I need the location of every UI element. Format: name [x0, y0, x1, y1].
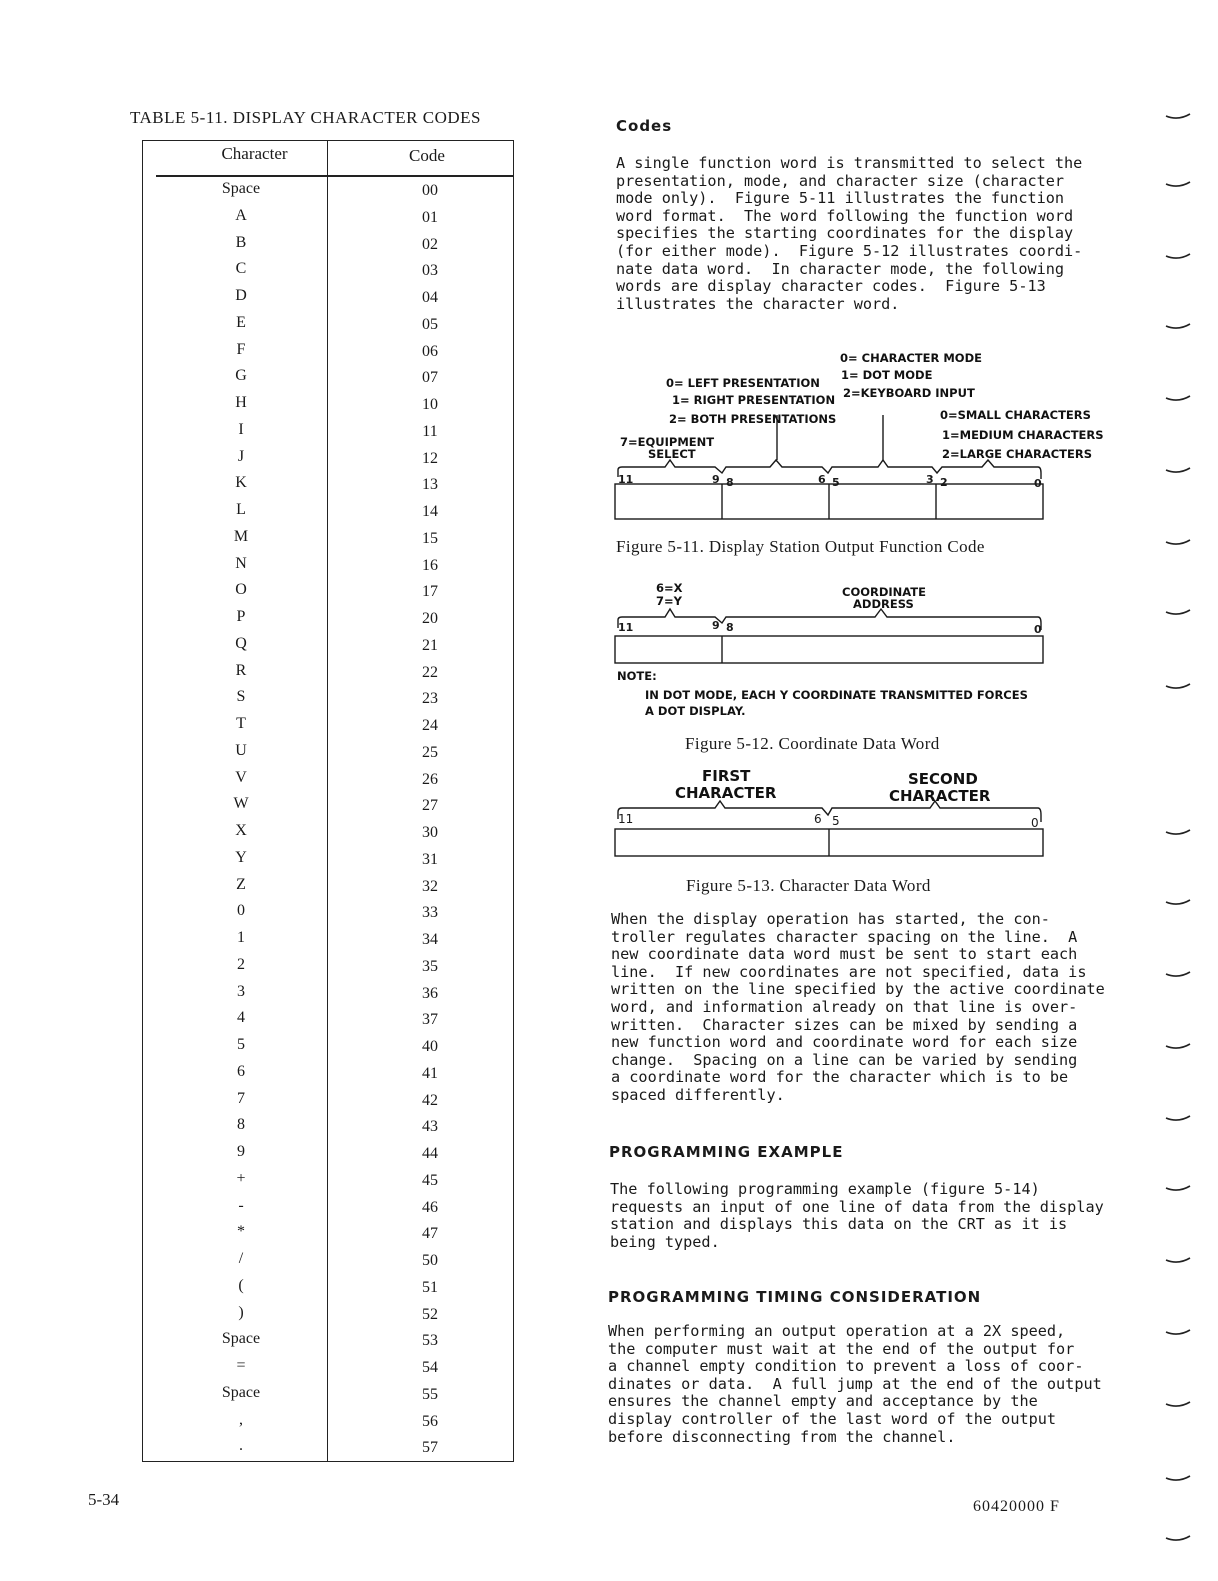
bit-0: 0 [1031, 816, 1039, 830]
second-label-1: CHARACTER [889, 787, 991, 805]
code-cell: 04 [422, 289, 438, 306]
binding-mark [1166, 468, 1190, 472]
binding-mark [1166, 972, 1190, 976]
character-cell: O [235, 581, 247, 599]
binding-mark [1166, 114, 1190, 118]
first-label-1: CHARACTER [675, 784, 777, 802]
character-word-diagram [610, 795, 1060, 865]
note-heading: NOTE: [617, 669, 657, 683]
table-row [156, 578, 514, 605]
bit-9: 9 [712, 619, 720, 632]
binding-mark [1166, 1044, 1190, 1048]
character-cell: X [235, 822, 247, 839]
character-cell: R [235, 661, 247, 679]
code-cell: 14 [422, 503, 438, 520]
size-label-0: 0=SMALL CHARACTERS [940, 408, 1091, 422]
character-cell: 0 [237, 902, 245, 920]
character-cell: Q [235, 634, 247, 652]
first-label-0: FIRST [702, 767, 751, 785]
character-cell: I [238, 420, 244, 438]
table-row [156, 1247, 514, 1274]
code-cell: 56 [422, 1412, 438, 1430]
character-cell: 4 [237, 1009, 245, 1027]
table-title: TABLE 5-11. DISPLAY CHARACTER CODES [130, 108, 481, 127]
code-cell: 42 [422, 1091, 438, 1109]
binding-mark [1166, 610, 1190, 614]
table-row [156, 552, 514, 579]
code-cell: 46 [422, 1198, 438, 1216]
character-cell: ( [238, 1276, 244, 1294]
character-cell: V [235, 768, 247, 786]
character-cell: A [235, 206, 247, 224]
character-cell: . [239, 1437, 243, 1455]
code-cell: 55 [422, 1385, 438, 1403]
table-row [156, 418, 514, 445]
table-row [156, 1408, 514, 1435]
code-cell: 34 [422, 931, 438, 948]
code-cell: 20 [422, 610, 438, 627]
table-row [156, 819, 514, 846]
binding-mark [1166, 1402, 1190, 1406]
code-cell: 37 [422, 1011, 438, 1029]
code-cell: 21 [422, 636, 438, 654]
code-cell: 32 [422, 877, 438, 895]
binding-mark [1166, 324, 1190, 328]
character-cell: 9 [237, 1143, 245, 1160]
code-cell: 45 [422, 1171, 438, 1189]
code-cell: 10 [422, 396, 438, 413]
bit-11: 11 [618, 473, 634, 486]
function-word-diagram [610, 415, 1060, 525]
code-cell: 27 [422, 797, 438, 815]
table-row [156, 204, 514, 231]
figure-5-11-caption: Figure 5-11. Display Station Output Function Code [616, 537, 985, 556]
code-cell: 35 [422, 957, 438, 975]
character-cell: G [235, 367, 247, 385]
mode-label-2: 2=KEYBOARD INPUT [843, 386, 975, 400]
code-cell: 13 [422, 476, 438, 494]
page-number: 5-34 [88, 1490, 120, 1509]
table-row [156, 980, 514, 1007]
table-row [156, 1274, 514, 1301]
table-row [156, 391, 514, 418]
character-cell: J [237, 447, 245, 465]
code-cell: 50 [422, 1252, 438, 1269]
table-row [156, 873, 514, 900]
character-cell: , [239, 1410, 243, 1428]
table-row [156, 605, 514, 632]
bit-5: 5 [832, 476, 840, 489]
table-row [156, 685, 514, 712]
binding-mark [1166, 1476, 1190, 1480]
mode-label-0: 0= CHARACTER MODE [840, 351, 982, 365]
character-cell: 7 [237, 1089, 245, 1107]
character-cell: U [235, 741, 247, 759]
code-cell: 43 [422, 1118, 438, 1136]
bit-0: 0 [1034, 623, 1042, 636]
binding-mark [1166, 254, 1190, 258]
character-cell: T [236, 715, 246, 732]
character-cell: * [237, 1223, 245, 1241]
table-row [156, 953, 514, 980]
equipment-label: 7=EQUIPMENT [620, 435, 715, 449]
character-cell: - [238, 1196, 244, 1214]
binding-mark [1166, 540, 1190, 544]
table-row [156, 1060, 514, 1087]
character-cell: 6 [237, 1062, 245, 1080]
code-cell: 54 [422, 1359, 438, 1376]
bit-8: 8 [726, 621, 734, 634]
bit-11: 11 [618, 812, 634, 826]
code-cell: 15 [422, 529, 438, 547]
column-header-code: Code [409, 146, 445, 165]
table-row [156, 1220, 514, 1247]
address-label-1: ADDRESS [853, 597, 914, 611]
bit-9: 9 [712, 473, 720, 486]
bit-8: 8 [726, 476, 734, 489]
table-row [156, 846, 514, 873]
code-cell: 30 [422, 824, 438, 841]
character-cell: ) [238, 1303, 244, 1321]
code-cell: 41 [422, 1064, 438, 1082]
presentation-label-0: 0= LEFT PRESENTATION [666, 376, 820, 390]
coordinate-word-diagram [610, 600, 1060, 670]
binding-mark [1166, 182, 1190, 186]
character-cell: S [236, 688, 246, 706]
character-cell: B [235, 233, 247, 251]
character-cell: 1 [237, 929, 245, 946]
character-cell: Y [235, 848, 247, 866]
code-cell: 02 [422, 235, 438, 253]
table-row [156, 1194, 514, 1221]
bit-2: 2 [940, 476, 948, 489]
binding-mark [1166, 684, 1190, 688]
character-cell: M [233, 527, 249, 545]
binding-mark [1166, 1116, 1190, 1120]
binding-mark [1166, 1536, 1190, 1540]
table-row [156, 525, 514, 552]
note-line-0: IN DOT MODE, EACH Y COORDINATE TRANSMITTED FORCES [645, 688, 1028, 702]
size-label-2: 2=LARGE CHARACTERS [942, 447, 1093, 461]
table-row [156, 1167, 514, 1194]
binding-mark [1166, 396, 1190, 400]
bit-5: 5 [832, 814, 840, 828]
code-cell: 40 [422, 1038, 438, 1055]
table-row [156, 1434, 514, 1461]
code-cell: 57 [422, 1439, 438, 1457]
character-cell: K [235, 474, 247, 492]
table-row [156, 284, 514, 311]
code-cell: 06 [422, 342, 438, 360]
bit-6: 6 [818, 473, 826, 486]
table-row [156, 712, 514, 739]
character-cell: W [233, 795, 249, 813]
table-row [156, 498, 514, 525]
character-code-table [142, 140, 514, 1462]
code-cell: 52 [422, 1305, 438, 1323]
size-label-1: 1=MEDIUM CHARACTERS [942, 428, 1104, 442]
character-cell: / [238, 1250, 244, 1267]
character-cell: 2 [237, 955, 245, 973]
code-cell: 51 [422, 1278, 438, 1296]
spacing-paragraph: When the display operation has started, the con- troller regulates character spacing on the line. A new coordinate data word must be sent to start each line. If new coordinates are not specified, data is written on the line specified by the active coordinate word, and information already on that line is over- written. Character sizes can be mixed by sending a new function word and coordinate word for each size change. Spacing on a line can be varied by sending a coordinate word for the character which is to be spaced differently. [611, 910, 1105, 1104]
character-cell: + [236, 1169, 246, 1187]
code-cell: 22 [422, 663, 438, 681]
code-cell: 17 [422, 583, 438, 601]
character-cell: F [236, 340, 246, 358]
code-cell: 31 [422, 850, 438, 868]
character-cell: = [236, 1357, 246, 1374]
table-row [156, 445, 514, 472]
table-row [156, 231, 514, 258]
codes-heading: Codes [616, 117, 673, 135]
table-row [156, 257, 514, 284]
table-row [156, 632, 514, 659]
xy-label-x: 6=X [656, 581, 683, 595]
table-row [156, 364, 514, 391]
table-row [156, 1354, 514, 1381]
second-label-0: SECOND [908, 770, 978, 788]
character-cell: N [235, 554, 247, 572]
character-cell: 3 [237, 982, 245, 1000]
table-row [156, 792, 514, 819]
table-row [156, 1140, 514, 1167]
bit-6: 6 [814, 812, 822, 826]
binding-mark [1166, 1186, 1190, 1190]
code-cell: 03 [422, 262, 438, 280]
table-row [156, 766, 514, 793]
presentation-label-1: 1= RIGHT PRESENTATION [672, 393, 836, 407]
presentation-label-2: 2= BOTH PRESENTATIONS [669, 412, 837, 426]
table-row [156, 926, 514, 953]
code-cell: 53 [422, 1332, 438, 1350]
character-cell: Space [221, 1383, 261, 1401]
select-label: SELECT [648, 447, 696, 461]
code-cell: 12 [422, 449, 438, 467]
code-cell: 11 [422, 422, 438, 440]
bit-11: 11 [618, 621, 634, 634]
code-cell: 01 [422, 208, 438, 226]
character-cell: Space [221, 180, 261, 197]
timing-heading: PROGRAMMING TIMING CONSIDERATION [608, 1288, 982, 1306]
code-cell: 24 [422, 717, 438, 734]
code-cell: 16 [422, 556, 438, 574]
note-line-1: A DOT DISPLAY. [645, 704, 746, 718]
codes-paragraph: A single function word is transmitted to select the presentation, mode, and character size (character mode only). Figure 5-11 illustrates the function word format. The word following the function word specifies the starting coordinates for the display (for either mode). Figure 5-12 illustrates coordi- nate data word. In character mode, the following words are display character codes. Figure 5-13 illustrates the character word. [616, 154, 1083, 313]
code-cell: 36 [422, 984, 438, 1002]
code-cell: 26 [422, 770, 438, 788]
character-cell: Z [236, 875, 246, 893]
timing-paragraph: When performing an output operation at a 2X speed, the computer must wait at the end of the output for a channel empty condition to prevent a loss of coor- dinates or data. A full jump at the end of the output ensures the channel empty and acceptance by the display controller of the last word of the output before disconnecting from the channel. [608, 1322, 1102, 1446]
character-cell: H [235, 394, 247, 411]
table-row [156, 659, 514, 686]
binding-mark [1166, 1330, 1190, 1334]
table-row [156, 338, 514, 365]
mode-label-1: 1= DOT MODE [841, 368, 933, 382]
code-cell: 44 [422, 1145, 438, 1162]
table-row [156, 471, 514, 498]
address-label-0: COORDINATE [842, 585, 927, 599]
code-cell: 47 [422, 1225, 438, 1243]
binding-marks [1160, 100, 1200, 1560]
character-cell: C [235, 260, 247, 278]
table-row [156, 1033, 514, 1060]
table-row [156, 1327, 514, 1354]
programming-example-paragraph: The following programming example (figure 5-14) requests an input of one line of data from the display station and displays this data on the CRT as it is being typed. [610, 1180, 1104, 1251]
character-cell: L [236, 501, 246, 518]
table-row [156, 1301, 514, 1328]
table-row [156, 1113, 514, 1140]
table-row [156, 1087, 514, 1114]
character-cell: 5 [237, 1036, 245, 1053]
bit-0: 0 [1034, 477, 1042, 490]
character-cell: E [236, 313, 246, 331]
table-row [156, 1381, 514, 1408]
code-cell: 33 [422, 904, 438, 922]
code-cell: 00 [422, 182, 438, 199]
programming-example-heading: PROGRAMMING EXAMPLE [609, 1143, 844, 1161]
column-header-character: Character [221, 144, 288, 163]
table-row [156, 1006, 514, 1033]
table-row [156, 899, 514, 926]
binding-mark [1166, 1258, 1190, 1262]
table-row [156, 177, 514, 204]
code-cell: 05 [422, 315, 438, 333]
character-cell: P [236, 608, 246, 625]
character-cell: Space [221, 1330, 261, 1348]
code-cell: 07 [422, 369, 438, 387]
binding-mark [1166, 900, 1190, 904]
character-cell: D [235, 287, 247, 304]
table-row [156, 311, 514, 338]
xy-label-y: 7=Y [656, 594, 682, 608]
code-cell: 25 [422, 743, 438, 761]
binding-mark [1166, 830, 1190, 834]
code-cell: 23 [422, 690, 438, 708]
document-number: 60420000 F [973, 1498, 1060, 1515]
table-row [156, 739, 514, 766]
character-cell: 8 [237, 1116, 245, 1134]
bit-3: 3 [926, 473, 934, 486]
figure-5-13-caption: Figure 5-13. Character Data Word [686, 876, 931, 895]
figure-5-12-caption: Figure 5-12. Coordinate Data Word [685, 734, 940, 753]
